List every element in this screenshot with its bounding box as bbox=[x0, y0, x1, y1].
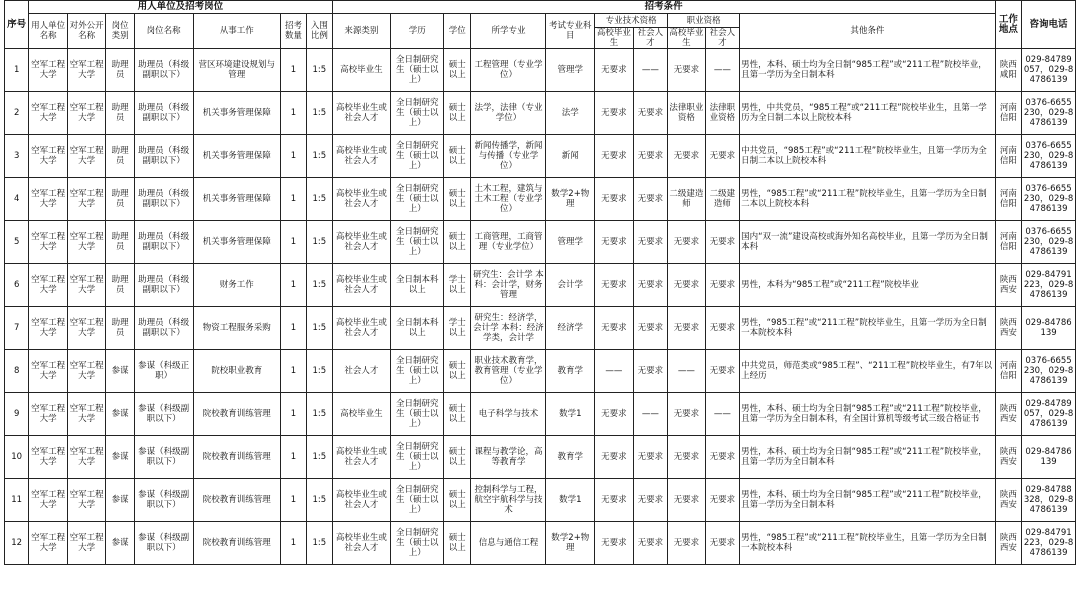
cell-seq: 9 bbox=[5, 393, 29, 436]
cell-count: 1 bbox=[280, 350, 306, 393]
cell-education: 全日制研究生（硕士以上） bbox=[391, 135, 444, 178]
header-location: 工作地点 bbox=[995, 1, 1021, 49]
cell-unit: 空军工程大学 bbox=[29, 393, 68, 436]
cell-pro-tech-grad: 无要求 bbox=[595, 522, 634, 565]
cell-seq: 4 bbox=[5, 178, 29, 221]
header-public-name: 对外公开名称 bbox=[67, 14, 106, 49]
header-degree: 学位 bbox=[444, 14, 471, 49]
cell-education: 全日制研究生（硕士以上） bbox=[391, 92, 444, 135]
cell-voc-grad: 法律职业资格 bbox=[668, 92, 706, 135]
cell-voc-social: 无要求 bbox=[705, 350, 739, 393]
cell-voc-grad: 无要求 bbox=[668, 307, 706, 350]
cell-major: 控制科学与工程，航空宇航科学与技术 bbox=[471, 479, 546, 522]
cell-unit: 空军工程大学 bbox=[29, 135, 68, 178]
cell-major: 土木工程，建筑与土木工程（专业学位） bbox=[471, 178, 546, 221]
cell-education: 全日制研究生（硕士以上） bbox=[391, 178, 444, 221]
cell-source: 高校毕业生或社会人才 bbox=[332, 436, 391, 479]
header-unit: 用人单位名称 bbox=[29, 14, 68, 49]
cell-other: 中共党员，“985工程”或“211工程”院校毕业生，且第一学历为全日制二本以上院校本科 bbox=[740, 135, 996, 178]
header-other: 其他条件 bbox=[740, 14, 996, 49]
cell-other: 男性，本科、硕士均为全日制“985工程”或“211工程”院校毕业，且第一学历为全日制本科，有全国计算机等级考试三级合格证书 bbox=[740, 393, 996, 436]
cell-source: 高校毕业生或社会人才 bbox=[332, 307, 391, 350]
cell-source: 高校毕业生或社会人才 bbox=[332, 135, 391, 178]
cell-major: 电子科学与技术 bbox=[471, 393, 546, 436]
cell-exam-subject: 数学2+物理 bbox=[546, 178, 595, 221]
cell-location: 河南信阳 bbox=[995, 92, 1021, 135]
cell-phone: 0376-6655230，029-84786139 bbox=[1022, 92, 1076, 135]
cell-pro-tech-grad: 无要求 bbox=[595, 221, 634, 264]
cell-public-name: 空军工程大学 bbox=[67, 221, 106, 264]
cell-major: 课程与教学论，高等教育学 bbox=[471, 436, 546, 479]
cell-exam-subject: 经济学 bbox=[546, 307, 595, 350]
cell-degree: 硕士以上 bbox=[444, 479, 471, 522]
recruitment-table-container bbox=[4, 0, 1076, 565]
cell-exam-subject: 数学2+物理 bbox=[546, 522, 595, 565]
cell-major: 职业技术教育学，教育管理（专业学位） bbox=[471, 350, 546, 393]
cell-voc-grad: 无要求 bbox=[668, 522, 706, 565]
cell-other: 中共党员，师范类或“985工程”、“211工程”院校毕业生，有7年以上经历 bbox=[740, 350, 996, 393]
cell-location: 陕西西安 bbox=[995, 393, 1021, 436]
cell-education: 全日制本科以上 bbox=[391, 264, 444, 307]
table-row bbox=[5, 479, 1076, 522]
cell-public-name: 空军工程大学 bbox=[67, 178, 106, 221]
cell-voc-social: —— bbox=[705, 49, 739, 92]
cell-exam-subject: 教育学 bbox=[546, 436, 595, 479]
cell-phone: 029-84791223，029-84786139 bbox=[1022, 522, 1076, 565]
cell-phone: 0376-6655230，029-84786139 bbox=[1022, 221, 1076, 264]
cell-voc-grad: 无要求 bbox=[668, 221, 706, 264]
cell-exam-subject: 管理学 bbox=[546, 221, 595, 264]
cell-count: 1 bbox=[280, 393, 306, 436]
cell-pro-tech-social: 无要求 bbox=[633, 221, 667, 264]
table-row bbox=[5, 393, 1076, 436]
cell-pro-tech-social: 无要求 bbox=[633, 178, 667, 221]
cell-ratio: 1:5 bbox=[307, 135, 332, 178]
cell-pro-tech-social: 无要求 bbox=[633, 479, 667, 522]
cell-other: 男性，本科、硕士均为全日制“985工程”或“211工程”院校毕业，且第一学历为全日制本科 bbox=[740, 49, 996, 92]
cell-source: 高校毕业生或社会人才 bbox=[332, 178, 391, 221]
cell-source: 高校毕业生 bbox=[332, 393, 391, 436]
cell-pro-tech-grad: 无要求 bbox=[595, 92, 634, 135]
recruitment-table bbox=[4, 0, 1076, 565]
cell-exam-subject: 教育学 bbox=[546, 350, 595, 393]
cell-work: 院校教育训练管理 bbox=[193, 393, 280, 436]
cell-post-name: 助理员（科级副职以下） bbox=[134, 264, 193, 307]
cell-pro-tech-grad: 无要求 bbox=[595, 49, 634, 92]
cell-unit: 空军工程大学 bbox=[29, 522, 68, 565]
cell-pro-tech-social: 无要求 bbox=[633, 264, 667, 307]
cell-unit: 空军工程大学 bbox=[29, 178, 68, 221]
cell-unit: 空军工程大学 bbox=[29, 436, 68, 479]
cell-other: 男性，“985工程”或“211工程”院校毕业生，且第一学历为全日制二本以上院校本科 bbox=[740, 178, 996, 221]
cell-education: 全日制研究生（硕士以上） bbox=[391, 49, 444, 92]
cell-post-category: 助理员 bbox=[106, 178, 134, 221]
table-row bbox=[5, 350, 1076, 393]
cell-post-name: 参谋（科级副职以下） bbox=[134, 522, 193, 565]
cell-voc-social: 二级建造师 bbox=[705, 178, 739, 221]
cell-other: 男性，本科、硕士均为全日制“985工程”或“211工程”院校毕业，且第一学历为全日制本科 bbox=[740, 436, 996, 479]
cell-voc-grad: —— bbox=[668, 350, 706, 393]
cell-count: 1 bbox=[280, 135, 306, 178]
cell-location: 河南信阳 bbox=[995, 221, 1021, 264]
cell-pro-tech-social: 无要求 bbox=[633, 436, 667, 479]
header-ratio: 入围比例 bbox=[307, 14, 332, 49]
cell-post-category: 参谋 bbox=[106, 393, 134, 436]
cell-count: 1 bbox=[280, 264, 306, 307]
cell-ratio: 1:5 bbox=[307, 178, 332, 221]
cell-major: 工商管理，工商管理（专业学位） bbox=[471, 221, 546, 264]
cell-post-name: 助理员（科级副职以下） bbox=[134, 178, 193, 221]
header-major: 所学专业 bbox=[471, 14, 546, 49]
cell-exam-subject: 新闻 bbox=[546, 135, 595, 178]
cell-phone: 029-84789057，029-84786139 bbox=[1022, 393, 1076, 436]
cell-ratio: 1:5 bbox=[307, 522, 332, 565]
cell-pro-tech-social: 无要求 bbox=[633, 307, 667, 350]
table-row bbox=[5, 436, 1076, 479]
cell-post-name: 助理员（科级副职以下） bbox=[134, 221, 193, 264]
cell-degree: 硕士以上 bbox=[444, 178, 471, 221]
cell-count: 1 bbox=[280, 178, 306, 221]
header-vocational: 职业资格 bbox=[668, 14, 740, 28]
cell-seq: 8 bbox=[5, 350, 29, 393]
cell-phone: 029-84788328，029-84786139 bbox=[1022, 479, 1076, 522]
cell-pro-tech-social: —— bbox=[633, 49, 667, 92]
cell-location: 河南信阳 bbox=[995, 350, 1021, 393]
cell-count: 1 bbox=[280, 49, 306, 92]
cell-phone: 029-84786139 bbox=[1022, 436, 1076, 479]
cell-major: 信息与通信工程 bbox=[471, 522, 546, 565]
cell-phone: 029-84786139 bbox=[1022, 307, 1076, 350]
cell-pro-tech-grad: 无要求 bbox=[595, 393, 634, 436]
cell-seq: 6 bbox=[5, 264, 29, 307]
cell-location: 河南信阳 bbox=[995, 178, 1021, 221]
header-count: 招考数量 bbox=[280, 14, 306, 49]
cell-pro-tech-grad: 无要求 bbox=[595, 264, 634, 307]
cell-count: 1 bbox=[280, 479, 306, 522]
cell-unit: 空军工程大学 bbox=[29, 307, 68, 350]
cell-location: 陕西西安 bbox=[995, 436, 1021, 479]
cell-post-category: 助理员 bbox=[106, 135, 134, 178]
cell-unit: 空军工程大学 bbox=[29, 479, 68, 522]
cell-phone: 029-84789057，029-84786139 bbox=[1022, 49, 1076, 92]
cell-work: 机关事务管理保障 bbox=[193, 178, 280, 221]
header-phone: 咨询电话 bbox=[1022, 1, 1076, 49]
table-row bbox=[5, 92, 1076, 135]
cell-location: 陕西西安 bbox=[995, 522, 1021, 565]
cell-major: 工程管理（专业学位） bbox=[471, 49, 546, 92]
table-row bbox=[5, 221, 1076, 264]
cell-work: 院校教育训练管理 bbox=[193, 436, 280, 479]
cell-seq: 11 bbox=[5, 479, 29, 522]
header-seq: 序号 bbox=[5, 1, 29, 49]
cell-voc-social: —— bbox=[705, 393, 739, 436]
cell-seq: 1 bbox=[5, 49, 29, 92]
cell-voc-grad: 无要求 bbox=[668, 436, 706, 479]
cell-post-name: 参谋（科级副职以下） bbox=[134, 393, 193, 436]
cell-pro-tech-grad: —— bbox=[595, 350, 634, 393]
cell-location: 陕西西安 bbox=[995, 479, 1021, 522]
cell-public-name: 空军工程大学 bbox=[67, 350, 106, 393]
cell-pro-tech-grad: 无要求 bbox=[595, 436, 634, 479]
cell-public-name: 空军工程大学 bbox=[67, 307, 106, 350]
cell-post-name: 参谋（科级副职以下） bbox=[134, 479, 193, 522]
cell-source: 高校毕业生或社会人才 bbox=[332, 479, 391, 522]
header-exam-subject: 考试专业科目 bbox=[546, 14, 595, 49]
cell-voc-grad: 无要求 bbox=[668, 135, 706, 178]
cell-source: 高校毕业生或社会人才 bbox=[332, 92, 391, 135]
cell-public-name: 空军工程大学 bbox=[67, 393, 106, 436]
cell-seq: 7 bbox=[5, 307, 29, 350]
cell-source: 高校毕业生 bbox=[332, 49, 391, 92]
table-row bbox=[5, 49, 1076, 92]
cell-voc-social: 无要求 bbox=[705, 522, 739, 565]
cell-exam-subject: 数学1 bbox=[546, 479, 595, 522]
table-row bbox=[5, 307, 1076, 350]
cell-degree: 硕士以上 bbox=[444, 436, 471, 479]
cell-ratio: 1:5 bbox=[307, 49, 332, 92]
cell-other: 男性，“985工程”或“211工程”院校毕业生，且第一学历为全日制一本院校本科 bbox=[740, 307, 996, 350]
cell-post-category: 助理员 bbox=[106, 307, 134, 350]
cell-pro-tech-grad: 无要求 bbox=[595, 135, 634, 178]
cell-post-category: 助理员 bbox=[106, 92, 134, 135]
cell-public-name: 空军工程大学 bbox=[67, 436, 106, 479]
header-pro-tech: 专业技术资格 bbox=[595, 14, 668, 28]
cell-voc-grad: 无要求 bbox=[668, 479, 706, 522]
header-work: 从事工作 bbox=[193, 14, 280, 49]
cell-ratio: 1:5 bbox=[307, 307, 332, 350]
cell-seq: 5 bbox=[5, 221, 29, 264]
cell-seq: 12 bbox=[5, 522, 29, 565]
cell-unit: 空军工程大学 bbox=[29, 350, 68, 393]
cell-post-category: 参谋 bbox=[106, 522, 134, 565]
cell-exam-subject: 管理学 bbox=[546, 49, 595, 92]
cell-source: 社会人才 bbox=[332, 350, 391, 393]
cell-work: 物资工程服务采购 bbox=[193, 307, 280, 350]
cell-post-name: 助理员（科级副职以下） bbox=[134, 49, 193, 92]
cell-education: 全日制研究生（硕士以上） bbox=[391, 393, 444, 436]
cell-work: 院校职业教育 bbox=[193, 350, 280, 393]
cell-phone: 0376-6655230，029-84786139 bbox=[1022, 178, 1076, 221]
header-source: 来源类别 bbox=[332, 14, 391, 49]
cell-voc-social: 无要求 bbox=[705, 479, 739, 522]
cell-public-name: 空军工程大学 bbox=[67, 264, 106, 307]
cell-voc-social: 法律职业资格 bbox=[705, 92, 739, 135]
cell-pro-tech-social: —— bbox=[633, 393, 667, 436]
cell-voc-social: 无要求 bbox=[705, 221, 739, 264]
header-voc-grad: 高校毕业生 bbox=[669, 28, 704, 48]
cell-work: 机关事务管理保障 bbox=[193, 221, 280, 264]
cell-seq: 2 bbox=[5, 92, 29, 135]
cell-post-name: 助理员（科级副职以下） bbox=[134, 92, 193, 135]
table-row bbox=[5, 135, 1076, 178]
header-pro-tech-social: 社会人才 bbox=[633, 28, 667, 49]
cell-pro-tech-grad: 无要求 bbox=[595, 178, 634, 221]
cell-exam-subject: 法学 bbox=[546, 92, 595, 135]
cell-major: 研究生：会计学 本科：会计学，财务管理 bbox=[471, 264, 546, 307]
cell-work: 财务工作 bbox=[193, 264, 280, 307]
cell-post-category: 参谋 bbox=[106, 350, 134, 393]
cell-education: 全日制本科以上 bbox=[391, 307, 444, 350]
cell-unit: 空军工程大学 bbox=[29, 221, 68, 264]
cell-voc-social: 无要求 bbox=[705, 264, 739, 307]
cell-location: 陕西咸阳 bbox=[995, 49, 1021, 92]
cell-seq: 10 bbox=[5, 436, 29, 479]
cell-post-name: 参谋（科级副职以下） bbox=[134, 436, 193, 479]
cell-education: 全日制研究生（硕士以上） bbox=[391, 221, 444, 264]
cell-location: 陕西西安 bbox=[995, 307, 1021, 350]
cell-ratio: 1:5 bbox=[307, 92, 332, 135]
cell-public-name: 空军工程大学 bbox=[67, 49, 106, 92]
cell-voc-social: 无要求 bbox=[705, 307, 739, 350]
cell-ratio: 1:5 bbox=[307, 221, 332, 264]
header-education: 学历 bbox=[391, 14, 444, 49]
cell-voc-grad: 无要求 bbox=[668, 49, 706, 92]
cell-other: 男性，中共党员，“985工程”或“211工程”院校毕业生，且第一学历为全日制二本以上院校本科 bbox=[740, 92, 996, 135]
cell-pro-tech-social: 无要求 bbox=[633, 522, 667, 565]
cell-public-name: 空军工程大学 bbox=[67, 479, 106, 522]
table-row bbox=[5, 264, 1076, 307]
cell-major: 法学，法律（专业学位） bbox=[471, 92, 546, 135]
cell-unit: 空军工程大学 bbox=[29, 264, 68, 307]
table-row bbox=[5, 178, 1076, 221]
cell-work: 院校教育训练管理 bbox=[193, 522, 280, 565]
cell-voc-grad: 二级建造师 bbox=[668, 178, 706, 221]
cell-voc-social: 无要求 bbox=[705, 436, 739, 479]
cell-count: 1 bbox=[280, 221, 306, 264]
cell-degree: 硕士以上 bbox=[444, 393, 471, 436]
cell-post-category: 助理员 bbox=[106, 264, 134, 307]
cell-count: 1 bbox=[280, 522, 306, 565]
cell-work: 院校教育训练管理 bbox=[193, 479, 280, 522]
cell-voc-social: 无要求 bbox=[705, 135, 739, 178]
cell-ratio: 1:5 bbox=[307, 479, 332, 522]
cell-location: 陕西西安 bbox=[995, 264, 1021, 307]
cell-pro-tech-social: 无要求 bbox=[633, 92, 667, 135]
cell-voc-grad: 无要求 bbox=[668, 264, 706, 307]
cell-exam-subject: 数学1 bbox=[546, 393, 595, 436]
cell-source: 高校毕业生或社会人才 bbox=[332, 264, 391, 307]
group-header-employer: 用人单位及招考岗位 bbox=[29, 1, 332, 14]
cell-unit: 空军工程大学 bbox=[29, 49, 68, 92]
cell-source: 高校毕业生或社会人才 bbox=[332, 221, 391, 264]
cell-pro-tech-social: 无要求 bbox=[633, 135, 667, 178]
cell-ratio: 1:5 bbox=[307, 436, 332, 479]
group-header-conditions: 招考条件 bbox=[332, 1, 995, 14]
cell-exam-subject: 会计学 bbox=[546, 264, 595, 307]
cell-location: 河南信阳 bbox=[995, 135, 1021, 178]
cell-count: 1 bbox=[280, 436, 306, 479]
cell-major: 新闻传播学，新闻与传播（专业学位） bbox=[471, 135, 546, 178]
cell-ratio: 1:5 bbox=[307, 350, 332, 393]
header-post-name: 岗位名称 bbox=[134, 14, 193, 49]
cell-post-name: 助理员（科级副职以下） bbox=[134, 307, 193, 350]
cell-pro-tech-grad: 无要求 bbox=[595, 307, 634, 350]
cell-post-category: 参谋 bbox=[106, 436, 134, 479]
cell-pro-tech-social: 无要求 bbox=[633, 350, 667, 393]
table-row bbox=[5, 522, 1076, 565]
cell-phone: 029-84791223，029-84786139 bbox=[1022, 264, 1076, 307]
header-voc-social: 社会人才 bbox=[705, 28, 739, 49]
cell-ratio: 1:5 bbox=[307, 393, 332, 436]
cell-work: 机关事务管理保障 bbox=[193, 135, 280, 178]
cell-other: 国内“双一流”建设高校或海外知名高校毕业，且第一学历为全日制本科 bbox=[740, 221, 996, 264]
cell-degree: 学士以上 bbox=[444, 307, 471, 350]
cell-post-name: 助理员（科级副职以下） bbox=[134, 135, 193, 178]
cell-education: 全日制研究生（硕士以上） bbox=[391, 479, 444, 522]
cell-degree: 硕士以上 bbox=[444, 92, 471, 135]
cell-other: 男性，本科为“985工程”或“211工程”院校毕业 bbox=[740, 264, 996, 307]
cell-other: 男性，本科、硕士均为全日制“985工程”或“211工程”院校毕业，且第一学历为全日制本科 bbox=[740, 479, 996, 522]
table-body bbox=[5, 49, 1076, 565]
cell-education: 全日制研究生（硕士以上） bbox=[391, 350, 444, 393]
header-post-category: 岗位类别 bbox=[106, 14, 134, 49]
cell-post-name: 参谋（科级正职） bbox=[134, 350, 193, 393]
cell-pro-tech-grad: 无要求 bbox=[595, 479, 634, 522]
cell-source: 高校毕业生或社会人才 bbox=[332, 522, 391, 565]
header-pro-tech-grad: 高校毕业生 bbox=[595, 28, 634, 49]
cell-post-category: 助理员 bbox=[106, 221, 134, 264]
cell-work: 机关事务管理保障 bbox=[193, 92, 280, 135]
cell-degree: 硕士以上 bbox=[444, 522, 471, 565]
cell-education: 全日制研究生（硕士以上） bbox=[391, 522, 444, 565]
cell-seq: 3 bbox=[5, 135, 29, 178]
cell-count: 1 bbox=[280, 92, 306, 135]
cell-voc-grad: 无要求 bbox=[668, 393, 706, 436]
cell-ratio: 1:5 bbox=[307, 264, 332, 307]
cell-post-category: 参谋 bbox=[106, 479, 134, 522]
cell-count: 1 bbox=[280, 307, 306, 350]
cell-other: 男性，“985工程”或“211工程”院校毕业生，且第一学历为全日制一本院校本科 bbox=[740, 522, 996, 565]
cell-degree: 硕士以上 bbox=[444, 135, 471, 178]
cell-phone: 0376-6655230，029-84786139 bbox=[1022, 350, 1076, 393]
cell-phone: 0376-6655230，029-84786139 bbox=[1022, 135, 1076, 178]
cell-public-name: 空军工程大学 bbox=[67, 135, 106, 178]
cell-education: 全日制研究生（硕士以上） bbox=[391, 436, 444, 479]
cell-degree: 学士以上 bbox=[444, 264, 471, 307]
cell-major: 研究生：经济学，会计学 本科：经济学类，会计学 bbox=[471, 307, 546, 350]
cell-post-category: 助理员 bbox=[106, 49, 134, 92]
cell-unit: 空军工程大学 bbox=[29, 92, 68, 135]
cell-public-name: 空军工程大学 bbox=[67, 92, 106, 135]
cell-degree: 硕士以上 bbox=[444, 350, 471, 393]
cell-degree: 硕士以上 bbox=[444, 221, 471, 264]
cell-public-name: 空军工程大学 bbox=[67, 522, 106, 565]
cell-degree: 硕士以上 bbox=[444, 49, 471, 92]
cell-work: 营区环境建设规划与管理 bbox=[193, 49, 280, 92]
